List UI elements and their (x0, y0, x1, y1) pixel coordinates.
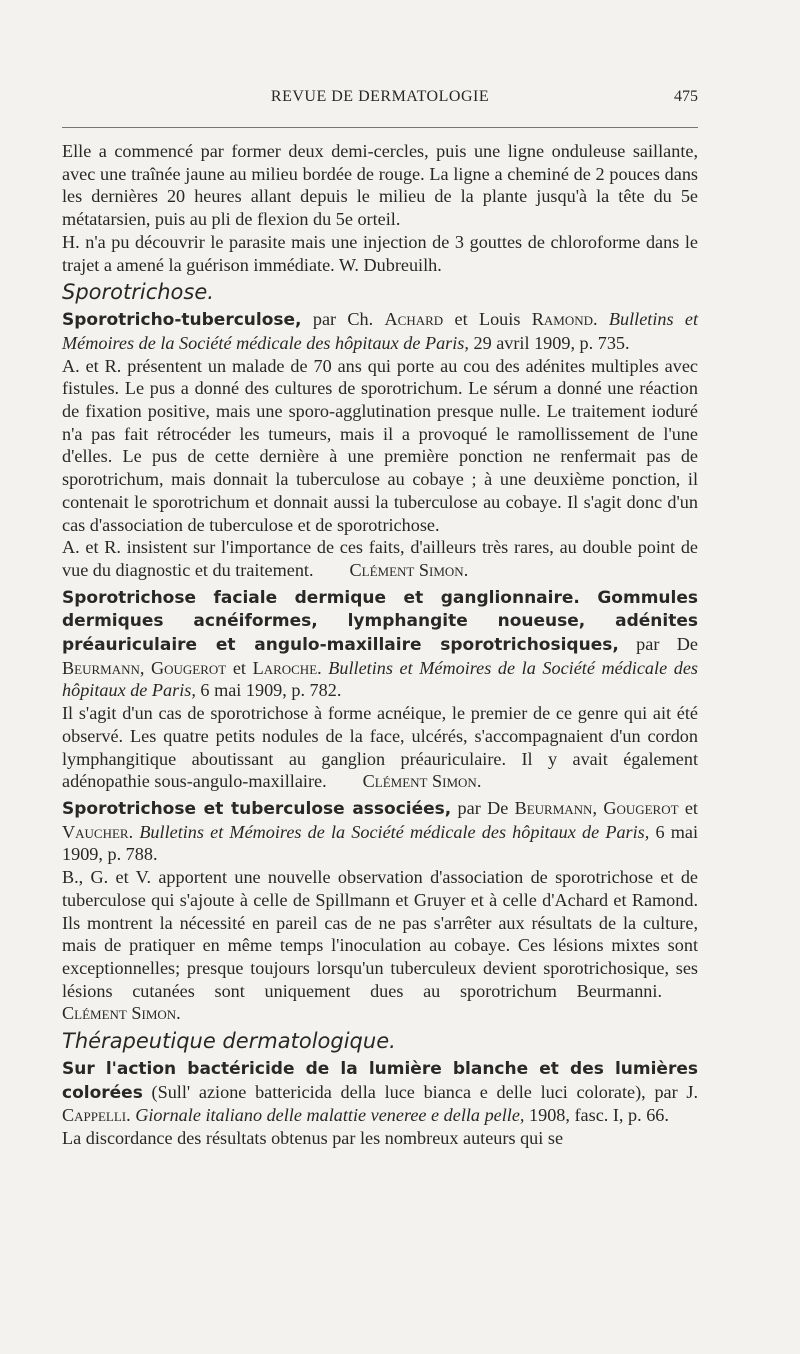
reference-entry: Sporotrichose et tuberculose associées, par De Beurmann, Gougerot et Vaucher. Bulletins et Mémoires de la Société médicale des hôpitaux de Paris, 6 mai 1909, p. 788. (62, 797, 698, 865)
abstract-paragraph: A. et R. présentent un malade de 70 ans qui porte au cou des adénites multiples avec fistules. Le pus a donné des cultures de sporotrichum. Le sérum a donné une réaction de fixation positive, mais une sporo-agglutination presque nulle. Le traitement ioduré n'a pas fait rétrocéder les tumeurs, mais il a provoqué le ramollissement de l'une d'elles. Le pus de cette dernière à une première ponction ne renfermait pas de sporotrichum, mais donnait la tuberculose au cobaye ; à une deuxième ponction, il contenait le sporotrichum et donnait aussi la tuberculose au cobaye. Il s'agit donc d'un cas d'association de tuberculose et de sporotrichose. (62, 355, 698, 535)
reference-subtitle: (Sull' azione battericida della luce bianca e delle luci colorate), par J. (142, 1081, 698, 1102)
reference-date: 29 avril 1909, p. 735. (468, 332, 630, 353)
signature: Clément Simon. (349, 559, 469, 580)
reference-date: 6 mai 1909, p. 782. (195, 680, 342, 701)
running-header (62, 88, 698, 112)
reference-entry (62, 1057, 698, 1127)
author-name: Beurmann (62, 657, 140, 678)
signature: Clément Simon. (362, 771, 482, 792)
reference-title: Sur l'action bactéricide de la lumière blanche et des lumières colorées (62, 1059, 698, 1103)
abstract-paragraph: La discordance des résultats obtenus par les nombreux auteurs qui se (62, 1128, 564, 1149)
reference-title: Sporotrichose faciale dermique et ganglionnaire. Gommules dermiques acnéiformes, lymphangite noueuse, adénites préauriculaire et angulo-maxillaire sporotrichosiques, (62, 587, 698, 656)
reference-title: Sporotrichose et tuberculose associées, (62, 798, 452, 819)
abstract-text: A. et R. insistent sur l'importance de ces faits, d'ailleurs très rares, au double point de vue du diagnostic et du traitement. (62, 537, 698, 580)
author-name: Ramond (531, 309, 593, 330)
reference-date: 6 mai 1909, p. 788. (62, 821, 698, 865)
section-heading-sporotrichose: Sporotrichose. (62, 280, 214, 305)
signature: W. Dubreuilh. (338, 254, 442, 275)
reference-authors-joint: et (678, 797, 698, 818)
reference-authors: par De (451, 797, 515, 818)
reference-authors: par De (618, 634, 698, 655)
author-name: Cappelli (62, 1105, 127, 1126)
journal-title: REVUE DE DERMATOLOGIE (270, 88, 490, 105)
page-body (62, 140, 698, 1150)
reference-source: Bulletins et Mémoires de la Société médicale des hôpitaux de Paris, (139, 821, 650, 842)
reference-source: Bulletins et Mémoires de la Société médicale des hôpitaux de Paris, (62, 657, 698, 701)
abstract-paragraph (62, 536, 698, 581)
author-name: Vaucher (62, 821, 129, 842)
author-name: Achard (384, 309, 444, 330)
reference-entry: Sporotricho-tuberculose, par Ch. Achard et Louis Ramond. Bulletins et Mémoires de la Société médicale des hôpitaux de Paris, 29 avril 1909, p. 735. (62, 309, 699, 353)
abstract-text: Il s'agit d'un cas de sporotrichose à forme acnéique, le premier de ce genre qui ait été observé. Les quatre petits nodules de la face, ulcérés, s'accompagnaient d'un cordon lymphangitique aboutissant au ganglion préauriculaire. Il y avait également adénopathie sous-angulo-maxillaire. (62, 703, 698, 792)
intro-text: H. n'a pu découvrir le parasite mais une injection de 3 gouttes de chloroforme dans le trajet a amené la guérison immédiate. (62, 231, 698, 275)
author-name: Gougerot (151, 657, 227, 678)
abstract-text: B., G. et V. apportent une nouvelle observation d'association de sporotrichose et de tuberculose qui s'ajoute à celle de Spillmann et Gruyer et à celle d'Achard et Ramond. Ils montrent la nécessité en pareil cas de ne pas s'arrêter aux résultats de la culture, mais de pratiquer en même temps l'inoculation au cobaye. Ces lésions mixtes sont exceptionnelles; presque toujours lorsqu'un tuberculeux devient sporotrichosique, ses lésions cutanées sont uniquement dues au sporotrichum Beurmanni. (62, 867, 698, 1001)
section-heading-therapeutique: Thérapeutique dermatologique. (62, 1029, 396, 1054)
author-name: Gougerot (603, 797, 679, 818)
reference-authors-joint: et Louis (443, 309, 532, 330)
abstract-paragraph (62, 702, 698, 793)
reference-authors-joint: et (226, 657, 253, 678)
reference-source: Giornale italiano delle malattie veneree e della pelle, (135, 1105, 525, 1126)
reference-entry: Sporotrichose faciale dermique et ganglionnaire. Gommules dermiques acnéiformes, lymphangite noueuse, adénites préauriculaire et angulo-maxillaire sporotrichosiques, par De Beurmann, Gougerot et Laroche. Bulletins et Mémoires de la Société médicale des hôpitaux de Paris, 6 mai 1909, p. 782. (62, 587, 698, 701)
abstract-paragraph (62, 866, 698, 1025)
reference-date: 1908, fasc. I, p. 66. (524, 1105, 669, 1126)
signature: Clément Simon. (62, 1003, 181, 1024)
author-name: Beurmann (514, 797, 593, 818)
reference-title: Sporotricho-tuberculose, (62, 310, 302, 331)
reference-authors: par Ch. (312, 309, 385, 330)
author-separator: . (126, 1105, 136, 1126)
author-separator: , (592, 797, 604, 818)
page-number: 475 (674, 88, 698, 105)
author-name: Laroche (252, 657, 318, 678)
header-rule (62, 127, 698, 128)
author-separator: , (139, 657, 151, 678)
intro-paragraph: Elle a commencé par former deux demi-cercles, puis une ligne onduleuse saillante, avec une traînée jaune au milieu bordée de rouge. La ligne a cheminé de 2 pouces dans les dernières 20 heures allant depuis le milieu de la plante jusqu'à la tête du 5e métatarsien, puis au pli de flexion du 5e orteil. (62, 141, 698, 230)
reference-source: Bulletins et Mémoires de la Société médicale des hôpitaux de Paris, (62, 309, 699, 353)
intro-paragraph-2 (62, 231, 698, 276)
